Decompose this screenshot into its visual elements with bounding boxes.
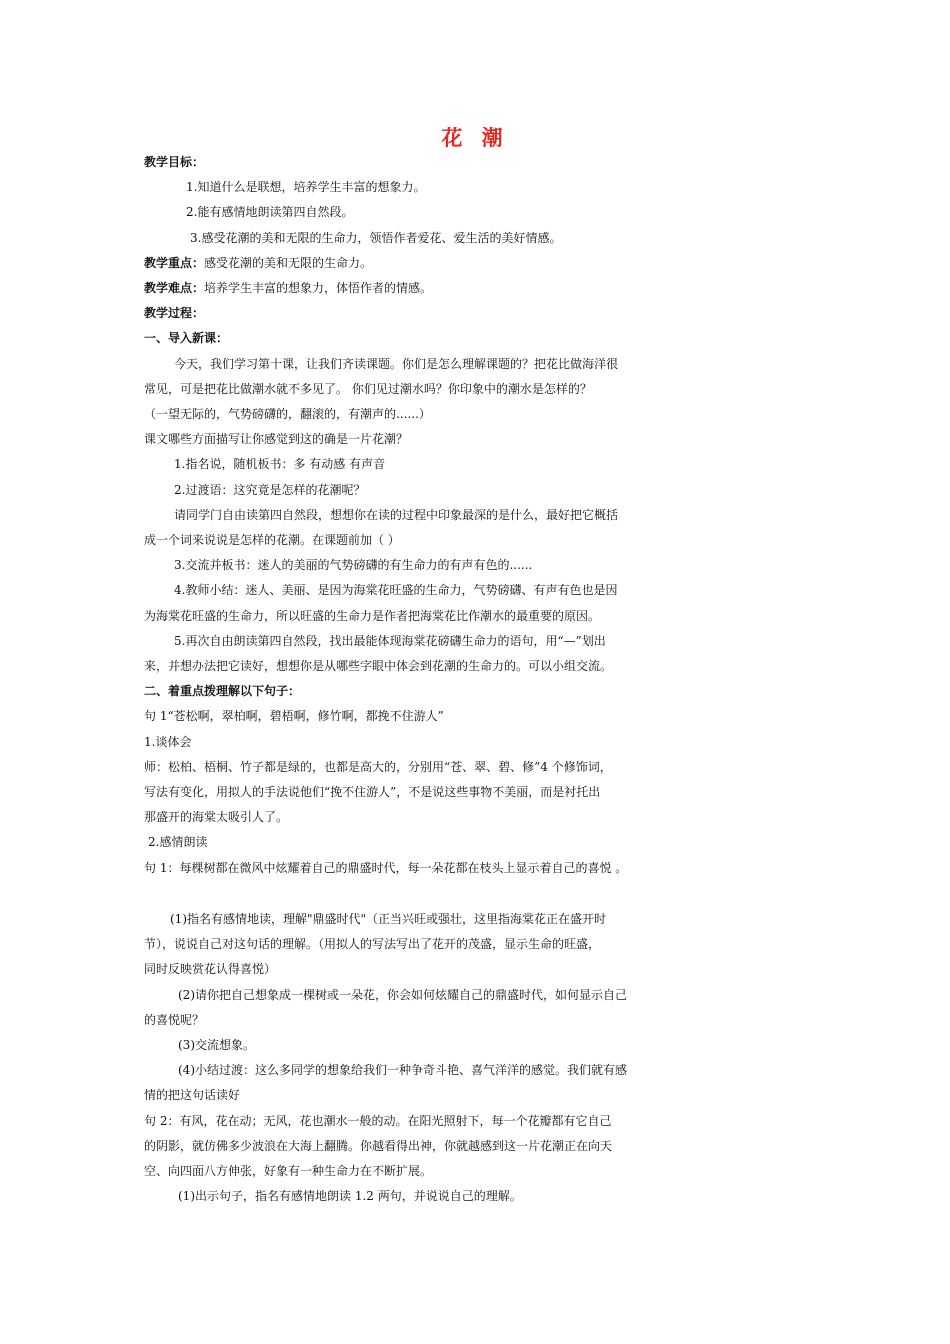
paragraph-line: 师：松柏、梧桐、竹子都是绿的，也都是高大的，分别用“苍、翠、碧、修”4 个修饰词， bbox=[144, 759, 612, 774]
paragraph-line: 来，并想办法把它读好，想想你是从哪些字眼中体会到花潮的生命力的。可以小组交流。 bbox=[144, 659, 613, 674]
difficult-point-text: 培养学生丰富的想象力，体悟作者的情感。 bbox=[204, 281, 433, 296]
step-item: 3.交流并板书：迷人的美丽的气势磅礴的有生命力的有声有色的...... bbox=[174, 558, 533, 573]
goal-item: 3.感受花潮的美和无限的生命力，领悟作者爱花、爱生活的美好情感。 bbox=[190, 230, 562, 245]
paragraph-line: 成一个词来说说是怎样的花潮。在课题前加（ ） bbox=[144, 533, 400, 548]
goal-item: 2.能有感情地朗读第四自然段。 bbox=[186, 205, 354, 220]
goals-heading: 教学目标： bbox=[144, 155, 205, 169]
process-heading: 教学过程： bbox=[144, 306, 205, 321]
paragraph-line: 为海棠花旺盛的生命力，所以旺盛的生命力是作者把海棠花比作潮水的最重要的原因。 bbox=[144, 608, 601, 623]
step-item: 4.教师小结：迷人、美丽、是因为海棠花旺盛的生命力，气势磅礴、有声有色也是因 bbox=[174, 583, 618, 598]
sentence-quote: 句 1“苍松啊，翠柏啊，碧梧啊，修竹啊，都挽不住游人” bbox=[144, 709, 444, 724]
paragraph-line: 同时反映赏花认得喜悦） bbox=[144, 962, 277, 977]
paragraph-line: （一望无际的，气势磅礴的，翻滚的，有潮声的......） bbox=[144, 407, 431, 422]
paragraph-line: 空、向四面八方伸张，好象有一种生命力在不断扩展。 bbox=[144, 1163, 433, 1178]
step-item: 5.再次自由朗读第四自然段，找出最能体现海棠花磅礴生命力的语句，用“—”划出 bbox=[174, 633, 606, 648]
key-point-text: 感受花潮的美和无限的生命力。 bbox=[204, 255, 373, 270]
paragraph-line: 写法有变化，用拟人的手法说他们“挽不住游人”，不是说这些事物不美丽，而是衬托出 bbox=[144, 785, 601, 800]
paragraph-line: 那盛开的海棠太吸引人了。 bbox=[144, 810, 289, 825]
question-item: (1)出示句子，指名有感情地朗读 1.2 两句，并说说自己的理解。 bbox=[178, 1189, 522, 1204]
paragraph-line: 节），说说自己对这句话的理解。（用拟人的写法写出了花开的茂盛，显示生命的旺盛， bbox=[144, 937, 601, 952]
sub-heading: 1.谈体会 bbox=[144, 734, 192, 749]
document-body bbox=[144, 150, 824, 1209]
part1-heading: 一、导入新课： bbox=[144, 331, 229, 346]
paragraph-line: 的喜悦呢？ bbox=[144, 1012, 205, 1027]
question-item: (1)指名有感情地读，理解"鼎盛时代"（正当兴旺或强壮，这里指海棠花正在盛开时 bbox=[170, 911, 607, 926]
step-item: 1.指名说，随机板书：多 有动感 有声音 bbox=[174, 457, 386, 472]
key-point-label: 教学重点： bbox=[144, 255, 205, 270]
question-item: (3)交流想象。 bbox=[178, 1037, 255, 1052]
paragraph-line: 常见，可是把花比做潮水就不多见了。 你们见过潮水吗？你印象中的潮水是怎样的？ bbox=[144, 381, 592, 396]
sentence-quote: 句 1：每棵树都在微风中炫耀着自己的鼎盛时代，每一朵花都在枝头上显示着自己的喜悦 。 bbox=[144, 860, 628, 875]
step-item: 2.过渡语：这究竟是怎样的花潮呢？ bbox=[174, 482, 366, 497]
difficult-point-line bbox=[144, 276, 824, 301]
document-title: 花 潮 bbox=[441, 126, 509, 150]
sub-heading: 2.感情朗读 bbox=[148, 835, 208, 850]
paragraph-line: 今天，我们学习第十课，让我们齐读课题。你们是怎么理解课题的？把花比做海洋很 bbox=[174, 356, 619, 371]
difficult-point-label: 教学难点： bbox=[144, 281, 205, 296]
question-item: (2)请你把自己想象成一棵树或一朵花，你会如何炫耀自己的鼎盛时代，如何显示自己 bbox=[178, 987, 628, 1002]
key-point-line bbox=[144, 251, 824, 276]
goal-item: 1.知道什么是联想，培养学生丰富的想象力。 bbox=[186, 180, 426, 195]
blank-line bbox=[144, 881, 824, 907]
paragraph-line: 课文哪些方面描写让你感觉到这的确是一片花潮？ bbox=[144, 432, 409, 447]
question-item: (4)小结过渡：这么多同学的想象给我们一种争奇斗艳、喜气洋洋的感觉。我们就有感 bbox=[178, 1063, 628, 1078]
paragraph-line: 请同学门自由读第四自然段，想想你在读的过程中印象最深的是什么，最好把它概括 bbox=[174, 507, 619, 522]
paragraph-line: 的阴影，就仿佛多少波浪在大海上翻腾。你越看得出神，你就越感到这一片花潮正在向天 bbox=[144, 1138, 613, 1153]
part2-heading: 二、着重点拨理解以下句子： bbox=[144, 684, 301, 699]
sentence-quote: 句 2：有风，花在动；无风，花也潮水一般的动。在阳光照射下，每一个花瓣都有它自己 bbox=[144, 1113, 612, 1128]
paragraph-line: 情的把这句话读好 bbox=[144, 1088, 241, 1103]
